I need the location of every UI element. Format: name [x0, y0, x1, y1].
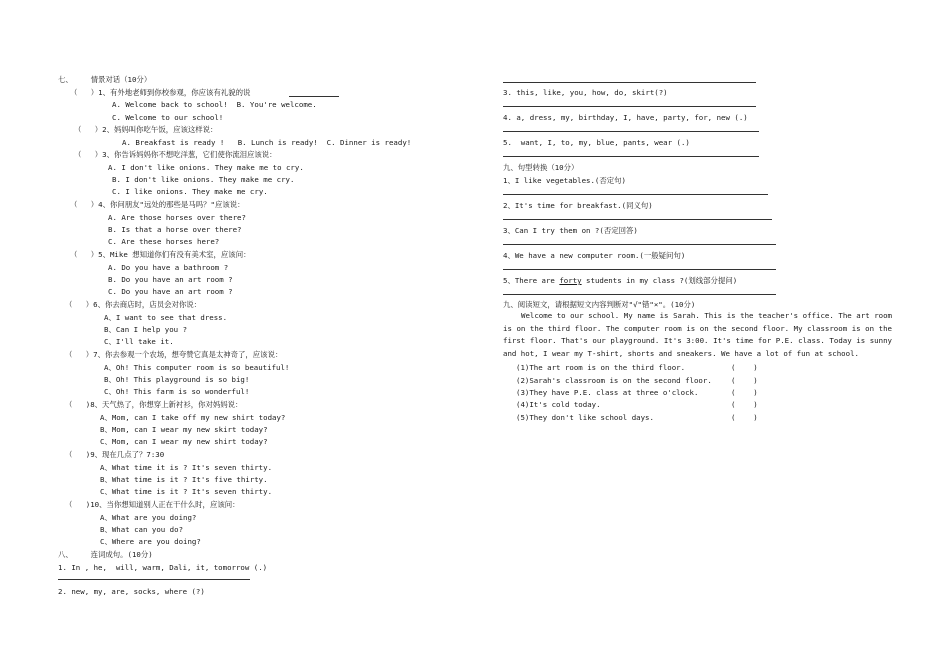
q10-option-b: B、What can you do? — [100, 525, 184, 534]
q5-option-c: C. Do you have an art room ? — [108, 287, 233, 296]
answer-line[interactable] — [503, 244, 776, 245]
question-8: （ )8、天气热了，你想穿上新衬衫，你对妈妈说： — [65, 400, 243, 409]
question-7: （ ）7、你去参观一个农场，想夸赞它真是太神奇了，应该说： — [65, 350, 283, 359]
transform-2: 2、It's time for breakfast.(同义句) — [503, 201, 653, 210]
q1-options-ab: A. Welcome back to school! B. You're welcome. — [112, 100, 317, 109]
q10-option-c: C、Where are you doing? — [100, 537, 201, 546]
question-5: （ ）5、Mike 想知道你们有没有美术室，应该问： — [70, 250, 251, 259]
q6-option-b: B、Can I help you ? — [104, 325, 188, 334]
judge-4: (4)It's cold today. — [516, 400, 601, 409]
q5-option-a: A. Do you have a bathroom ? — [108, 263, 229, 272]
reorder-1: 1. In , he, will, warm, Dali, it, tomorrow (.) — [58, 563, 268, 572]
transform-5: 5、There are forty students in my class ?(划线部分提问) — [503, 276, 738, 285]
transform-4: 4、We have a new computer room.(一般疑问句) — [503, 251, 686, 260]
q5-option-b: B. Do you have an art room ? — [108, 275, 233, 284]
section-8-heading: 八、 连词成句。(10分) — [58, 550, 153, 559]
q10-option-a: A、What are you doing? — [100, 513, 197, 522]
judge-mark[interactable]: ( ) — [731, 363, 758, 372]
reading-passage: Welcome to our school. My name is Sarah. This is the teacher's office. The art room is on the third floor. The computer room is on the second floor. My classroom is on the first floor. That's our playground. It's 3:00. It's time for P.E. class. Today is sunny and hot, I wear my T-shirt, shorts and sneakers. We have a lot of fun at school. — [503, 311, 892, 358]
answer-line[interactable] — [503, 194, 768, 195]
section-7-heading: 七、 情景对话（10分） — [58, 75, 152, 84]
answer-line[interactable] — [503, 219, 772, 220]
q8-option-a: A、Mom, can I take off my new shirt today? — [100, 413, 286, 422]
judge-2: (2)Sarah's classroom is on the second floor. — [516, 376, 712, 385]
judge-1: (1)The art room is on the third floor. — [516, 363, 686, 372]
question-4: （ ）4、你问朋友"远处的那些是马吗？"应该说： — [70, 200, 245, 209]
answer-line[interactable] — [58, 579, 250, 580]
judge-mark[interactable]: ( ) — [731, 388, 758, 397]
q7-option-a: A、Oh! This computer room is so beautiful! — [104, 363, 290, 372]
transform-1: 1、I like vegetables.(否定句) — [503, 176, 627, 185]
reorder-5: 5. want, I, to, my, blue, pants, wear (.) — [503, 138, 690, 147]
q4-option-c: C. Are these horses here? — [108, 237, 220, 246]
answer-blank[interactable] — [289, 96, 339, 97]
underlined-word: forty — [559, 276, 582, 285]
q9-option-b: B、What time is it ? It's five thirty. — [100, 475, 268, 484]
q7-option-c: C、Oh! This farm is so wonderful! — [104, 387, 250, 396]
judge-3: (3)They have P.E. class at three o'clock. — [516, 388, 699, 397]
q1-option-c: C. Welcome to our school! — [112, 113, 224, 122]
answer-line[interactable] — [503, 156, 759, 157]
question-1: （ ）1、有外地老师到你校参观，你应该有礼貌的说 — [70, 88, 251, 97]
q3-option-a: A. I don't like onions. They make me to cry. — [108, 163, 304, 172]
q9-option-c: C、What time is it ? It's seven thirty. — [100, 487, 273, 496]
q7-option-b: B、Oh! This playground is so big! — [104, 375, 250, 384]
q8-option-b: B、Mom, can I wear my new skirt today? — [100, 425, 268, 434]
reorder-4: 4. a, dress, my, birthday, I, have, party, for, new (.) — [503, 113, 748, 122]
question-10: （ )10、当你想知道别人正在干什么时，应该问： — [65, 500, 240, 509]
q6-option-a: A、I want to see that dress. — [104, 313, 228, 322]
q9-option-a: A、What time it is ? It's seven thirty. — [100, 463, 273, 472]
q4-option-b: B. Is that a horse over there? — [108, 225, 242, 234]
q3-option-b: B. I don't like onions. They make me cry. — [112, 175, 295, 184]
q8-option-c: C、Mom, can I wear my new shirt today? — [100, 437, 268, 446]
judge-mark[interactable]: ( ) — [731, 376, 758, 385]
q4-option-a: A. Are those horses over there? — [108, 213, 246, 222]
q2-options: A. Breakfast is ready ! B. Lunch is ready! C. Dinner is ready! — [122, 138, 412, 147]
answer-line[interactable] — [503, 106, 756, 107]
judge-5: (5)They don't like school days. — [516, 413, 654, 422]
q3-option-c: C. I like onions. They make me cry. — [112, 187, 268, 196]
judge-mark[interactable]: ( ) — [731, 400, 758, 409]
question-3: （ ）3、你告诉妈妈你不想吃洋葱，它们使你流泪应该说： — [74, 150, 277, 159]
reorder-2: 2. new, my, are, socks, where (?) — [58, 587, 205, 596]
answer-line[interactable] — [503, 269, 776, 270]
answer-line[interactable] — [503, 131, 759, 132]
reorder-3: 3. this, like, you, how, do, skirt(?) — [503, 88, 668, 97]
question-9: （ )9、现在几点了？7:30 — [65, 450, 165, 459]
question-2: （ ）2、妈妈叫你吃午饭，应该这样说： — [74, 125, 218, 134]
section-9-heading: 九、句型转换（10分） — [503, 163, 579, 172]
judge-mark[interactable]: ( ) — [731, 413, 758, 422]
q6-option-c: C、I'll take it. — [104, 337, 174, 346]
transform-3: 3、Can I try them on ?(否定回答) — [503, 226, 638, 235]
answer-line[interactable] — [503, 294, 776, 295]
answer-line[interactable] — [503, 82, 756, 83]
section-10-heading: 九、阅读短文，请根据短文内容判断对"√"错"×"。(10分) — [503, 300, 696, 309]
question-6: （ ）6、你去商店时，店员会对你说： — [65, 300, 202, 309]
